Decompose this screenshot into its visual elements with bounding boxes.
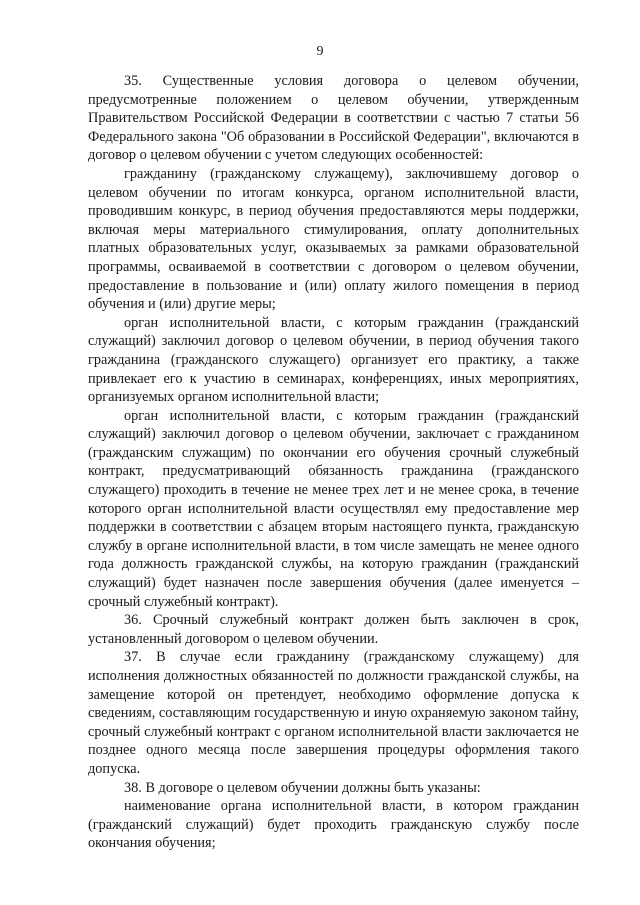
document-body	[88, 72, 579, 853]
paragraph-fixed-term-contract: орган исполнительной власти, с которым гражданин (гражданский служащий) заключил договор о целевом обучении, заключает с гражданином (гражданским служащим) по окончании его обучения срочный служебный контракт, предусматривающий обязанность гражданина (гражданского служащего) проходить в течение не менее трех лет и не менее срока, в течение которого орган исполнительной власти осуществлял ему предоставление мер поддержки в соответствии с абзацем вторым настоящего пункта, гражданскую службу в органе исполнительной власти, в том числе замещать не менее одного года должность гражданской службы, на которую гражданин (гражданский служащий) будет назначен после завершения обучения (далее именуется – срочный служебный контракт).	[88, 407, 579, 610]
paragraph-38: 38. В договоре о целевом обучении должны быть указаны:	[124, 779, 481, 796]
paragraph-35: 35. Существенные условия договора о целевом обучении, предусмотренные положением о целевом обучении, утвержденным Правительством Российской Федерации в соответствии с частью 7 статьи 56 Федерального закона "Об образовании в Российской Федерации", включаются в договор о целевом обучении с учетом следующих особенностей:	[88, 73, 579, 164]
paragraph-authority-name: наименование органа исполнительной власти, в котором гражданин (гражданский служащий) будет проходить гражданскую службу после окончания обучения;	[88, 798, 579, 852]
paragraph-37: 37. В случае если гражданину (гражданскому служащему) для исполнения должностных обязанностей по должности гражданской службы, на замещение которой он претендует, необходимо оформление допуска к сведениям, составляющим государственную и иную охраняемую законом тайну, срочный служебный контракт с органом исполнительной власти заключается не позднее одного месяца после завершения процедуры оформления такого допуска.	[88, 649, 579, 777]
paragraph-citizen-support: гражданину (гражданскому служащему), заключившему договор о целевом обучении по итогам конкурса, органом исполнительной власти, проводившим конкурс, в период обучения предоставляются меры поддержки, включая меры материального стимулирования, оплату дополнительных платных образовательных услуг, оказываемых за рамками образовательной программы, осваиваемой в соответствии с договором о целевом обучении, предоставление в пользование и (или) оплату жилого помещения в период обучения и (или) другие меры;	[88, 165, 579, 313]
paragraph-36: 36. Срочный служебный контракт должен быть заключен в срок, установленный договором о целевом обучении.	[88, 612, 579, 647]
paragraph-practice: орган исполнительной власти, с которым гражданин (гражданский служащий) заключил договор о целевом обучении, в период обучения такого гражданина (гражданского служащего) организует его практику, а также привлекает его к участию в семинарах, конференциях, иных мероприятиях, организуемых органом исполнительной власти;	[88, 314, 579, 406]
page-number: 9	[316, 44, 324, 59]
